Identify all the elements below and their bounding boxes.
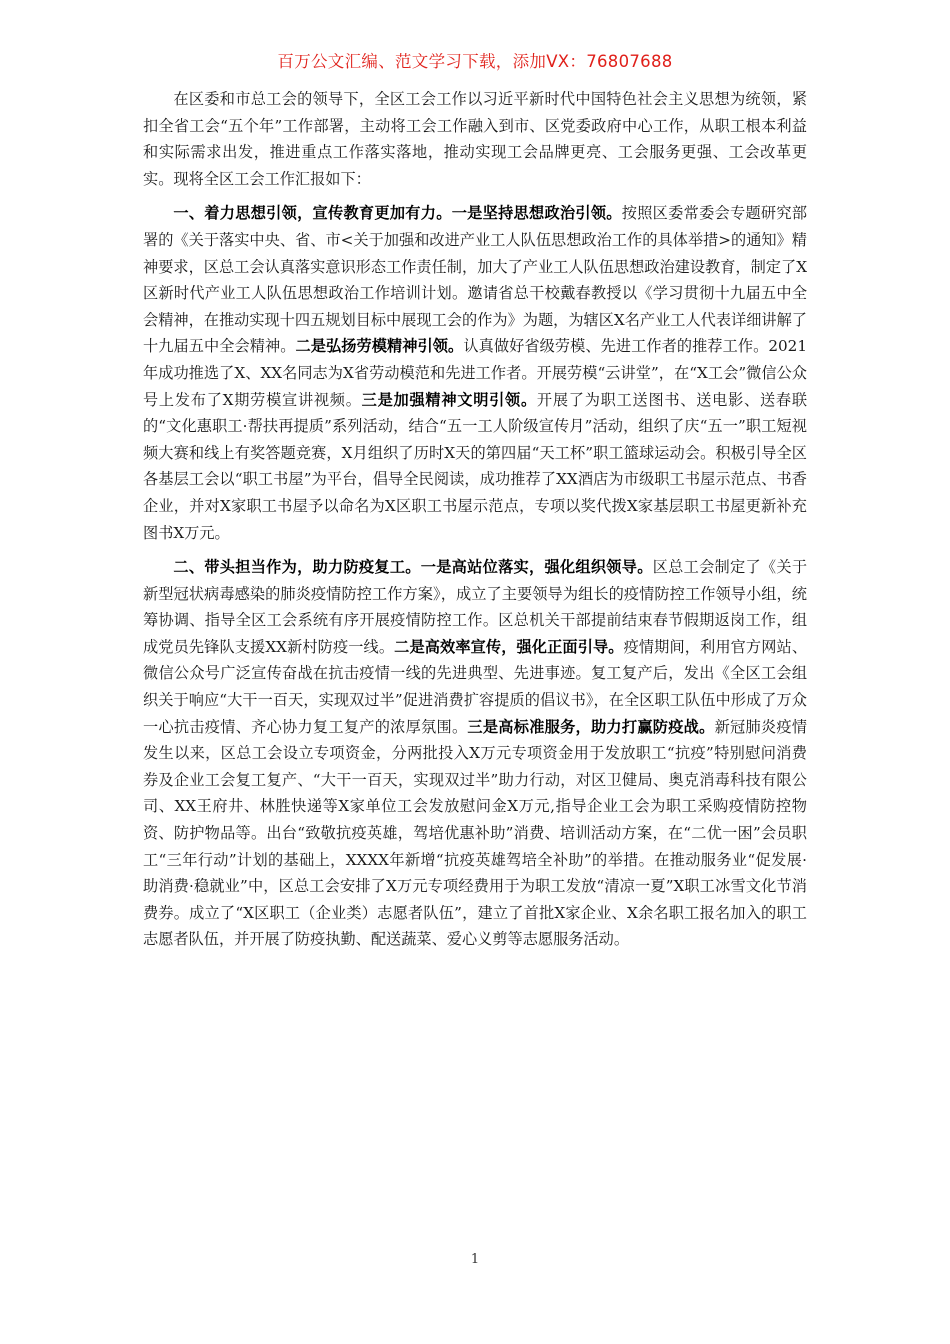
section-1-heading: 一、着力思想引领，宣传教育更加有力。 bbox=[173, 204, 452, 223]
section-1-paragraph bbox=[143, 200, 807, 546]
section-2-point-1-text: 区总工会制定了《关于新型冠状病毒感染的肺炎疫情防控工作方案》，成立了主要领导为组长的疫情防控工作领导小组，统筹协调、指导全区工会系统有序开展疫情防控工作。区总机关干部提前结束春节假期返岗工作，组成党员先锋队支援XX新村防疫一线。 bbox=[143, 558, 808, 656]
intro-paragraph: 在区委和市总工会的领导下，全区工会工作以习近平新时代中国特色社会主义思想为统领，紧扣全省工会“五个年”工作部署，主动将工会工作融入到市、区党委政府中心工作，从职工根本利益和实际需求出发，推进重点工作落实落地，推动实现工会品牌更亮、工会服务更强、工会改革更实。现将全区工会工作汇报如下： bbox=[143, 90, 807, 188]
section-2-point-2-text: 疫情期间，利用官方网站、微信公众号广泛宣传奋战在抗击疫情一线的先进典型、先进事迹。复工复产后，发出《全区工会组织关于响应“大干一百天，实现双过半”促进消费扩容提质的倡议书》，在全区职工队伍中形成了万众一心抗击疫情、齐心协力复工复产的浓厚氛围。 bbox=[143, 637, 808, 736]
section-1-point-3-title: 三是加强精神文明引领。 bbox=[361, 390, 537, 409]
section-1-point-2-text: 认真做好省级劳模、先进工作者的推荐工作。2021年成功推选了X、XX名同志为X省劳动模范和先进工作者。开展劳模“云讲堂”，在“X工会”微信公众号上发布了X期劳模宣讲视频。 bbox=[143, 337, 808, 409]
document-body bbox=[143, 86, 807, 953]
section-1-point-3-text: 开展了为职工送图书、送电影、送春联的“文化惠职工·帮扶再提质”系列活动，结合“五一工人阶级宣传月”活动，组织了庆“五一”职工短视频大赛和线上有奖答题竞赛，X月组织了历时X天的第四届“天工杯”职工篮球运动会。积极引导全区各基层工会以“职工书屋”为平台，倡导全民阅读，成功推荐了XX酒店为市级职工书屋示范点、书香企业，并对X家职工书屋予以命名为X区职工书屋示范点，专项以奖代拨X家基层职工书屋更新补充图书X万元。 bbox=[143, 390, 808, 542]
promo-banner: 百万公文汇编、范文学习下载，添加VX：76807688 bbox=[277, 52, 673, 71]
section-2-point-2-title: 二是高效率宣传，强化正面引导。 bbox=[394, 637, 624, 656]
section-2-point-1-title: 一是高站位落实，强化组织领导。 bbox=[420, 558, 653, 577]
section-1-point-1-title: 一是坚持思想政治引领。 bbox=[451, 204, 622, 223]
section-1-point-2-title: 二是弘扬劳模精神引领。 bbox=[295, 337, 464, 356]
section-2-heading: 二、带头担当作为，助力防疫复工。 bbox=[173, 558, 421, 577]
section-2-point-3-text: 新冠肺炎疫情发生以来，区总工会设立专项资金，分两批投入X万元专项资金用于发放职工“抗疫”特别慰问消费券及企业工会复工复产、“大干一百天，实现双过半”助力行动，对区卫健局、奥克消毒科技有限公司、XX王府井、林胜快递等X家单位工会发放慰问金X万元,指导企业工会为职工采购疫情防控物资、防护物品等。出台“致敬抗疫英雄，驾培优惠补助”消费、培训活动方案，在“二优一困”会员职工“三年行动”计划的基础上，XXXX年新增“抗疫英雄驾培全补助”的举措。在推动服务业“促发展·助消费·稳就业”中，区总工会安排了X万元专项经费用于为职工发放“清凉一夏”X职工冰雪文化节消费券。成立了“X区职工（企业类）志愿者队伍”，建立了首批X家企业、X余名职工报名加入的职工志愿者队伍，并开展了防疫执勤、配送蔬菜、爱心义剪等志愿服务活动。 bbox=[143, 717, 808, 949]
page-number: 1 bbox=[470, 1252, 480, 1267]
section-1-point-1-text: 按照区委常委会专题研究部署的《关于落实中央、省、市<关于加强和改进产业工人队伍思想政治工作的具体举措>的通知》精神要求，区总工会认真落实意识形态工作责任制，加大了产业工人队伍思想政治建设教育，制定了X区新时代产业工人队伍思想政治工作培训计划。邀请省总干校戴春教授以《学习贯彻十九届五中全会精神，在推动实现十四五规划目标中展现工会的作为》为题，为辖区X名产业工人代表详细讲解了十九届五中全会精神。 bbox=[143, 204, 808, 356]
section-2-point-3-title: 三是高标准服务，助力打赢防疫战。 bbox=[467, 717, 715, 736]
section-2-paragraph bbox=[143, 554, 807, 953]
